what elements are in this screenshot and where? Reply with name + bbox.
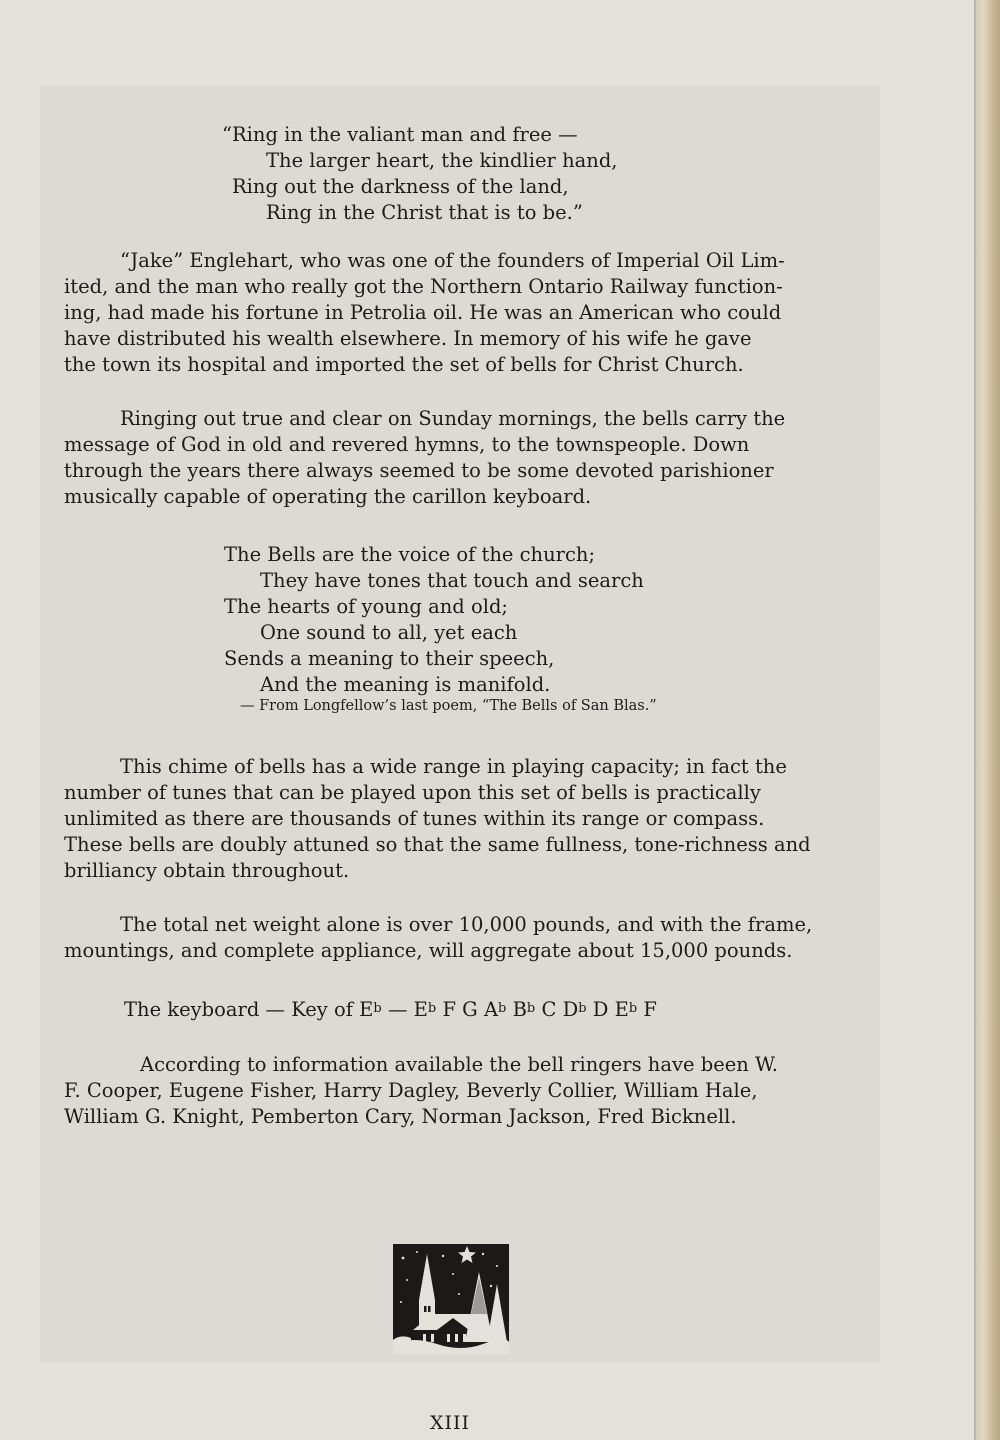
verse-line: One sound to all, yet each [260, 621, 518, 644]
note-letter: D [592, 998, 609, 1021]
book-page-edge [974, 0, 1000, 1440]
verse-line: Sends a meaning to their speech, [224, 647, 555, 670]
paragraph-line: This chime of bells has a wide range in playing capacity; in fact the [120, 755, 787, 778]
paragraph-line: mountings, and complete appliance, will aggregate about 15,000 pounds. [64, 939, 793, 962]
church-in-snow-icon [393, 1244, 509, 1354]
keyboard-notes-line [124, 998, 657, 1021]
verse-line: Ring out the darkness of the land, [232, 175, 569, 198]
keyboard-note [442, 998, 456, 1021]
verse-line: The hearts of young and old; [224, 595, 508, 618]
paragraph-line: through the years there always seemed to be some devoted parishioner [64, 459, 774, 482]
paragraph-line: musically capable of operating the carillon keyboard. [64, 485, 592, 508]
paragraph-bell-ringers [64, 1052, 816, 1130]
paragraph-line: ing, had made his fortune in Petrolia oil. He was an American who could [64, 301, 782, 324]
paragraph-line: ited, and the man who really got the Northern Ontario Railway function- [64, 275, 783, 298]
keyboard-dash: — [381, 998, 414, 1021]
paragraph-line: F. Cooper, Eugene Fisher, Harry Dagley, Beverly Collier, William Hale, [64, 1079, 758, 1102]
keyboard-note [414, 998, 437, 1021]
keyboard-note [541, 998, 556, 1021]
paragraph-line: have distributed his wealth elsewhere. In memory of his wife he gave [64, 327, 752, 350]
paragraph-line: These bells are doubly attuned so that the same fullness, tone-richness and [64, 833, 811, 856]
verse-line: “Ring in the valiant man and free — [222, 123, 578, 146]
verse-line: They have tones that touch and search [260, 569, 644, 592]
note-letter: E [614, 998, 629, 1021]
paragraph-line: message of God in old and revered hymns, to the townspeople. Down [64, 433, 750, 456]
paragraph-line: brilliancy obtain throughout. [64, 859, 350, 882]
paragraph-englehart [64, 248, 816, 378]
verse-line: Ring in the Christ that is to be.” [266, 201, 583, 224]
keyboard-note [484, 998, 506, 1021]
flat-sign: b [498, 1001, 507, 1016]
note-letter: F [442, 998, 456, 1021]
keyboard-note [643, 998, 657, 1021]
paragraph-line: number of tunes that can be played upon this set of bells is practically [64, 781, 761, 804]
note-letter: G [462, 998, 478, 1021]
verse-line: And the meaning is manifold. [260, 673, 551, 696]
paragraph-line: Ringing out true and clear on Sunday mornings, the bells carry the [120, 407, 786, 430]
note-letter: A [483, 998, 499, 1021]
keyboard-note [563, 998, 587, 1021]
keyboard-notes [414, 998, 657, 1021]
keyboard-prefix: The keyboard — Key of E [124, 998, 374, 1021]
verse-line: The Bells are the voice of the church; [224, 543, 596, 566]
paragraph-line: According to information available the bell ringers have been W. [140, 1053, 778, 1076]
keyboard-note [513, 998, 536, 1021]
longfellow-verse [224, 542, 644, 698]
opening-verse [222, 122, 618, 226]
paragraph-line: “Jake” Englehart, who was one of the founders of Imperial Oil Lim- [120, 249, 785, 272]
flat-sign: b [373, 1001, 382, 1016]
flat-sign: b [578, 1001, 587, 1016]
flat-sign: b [628, 1001, 638, 1016]
paragraph-line: The total net weight alone is over 10,000 pounds, and with the frame, [120, 913, 813, 936]
flat-sign: b [526, 1001, 536, 1016]
verse-line: The larger heart, the kindlier hand, [266, 149, 618, 172]
paragraph-chime-range [64, 754, 816, 884]
note-letter: B [512, 998, 527, 1021]
note-letter: C [541, 998, 557, 1021]
keyboard-note [615, 998, 638, 1021]
keyboard-note [593, 998, 609, 1021]
verse-attribution: — From Longfellow’s last poem, “The Bells of San Blas.” [240, 698, 657, 714]
page-number: XIII [429, 1412, 471, 1434]
note-letter: F [643, 998, 657, 1021]
paragraph-sunday-bells [64, 406, 816, 510]
paragraph-line: the town its hospital and imported the set of bells for Christ Church. [64, 353, 744, 376]
keyboard-note [462, 998, 478, 1021]
paragraph-weight [64, 912, 816, 964]
paragraph-line: unlimited as there are thousands of tunes within its range or compass. [64, 807, 765, 830]
paragraph-line: William G. Knight, Pemberton Cary, Norman Jackson, Fred Bicknell. [64, 1105, 737, 1128]
note-letter: E [413, 998, 428, 1021]
note-letter: D [562, 998, 579, 1021]
flat-sign: b [427, 1001, 437, 1016]
